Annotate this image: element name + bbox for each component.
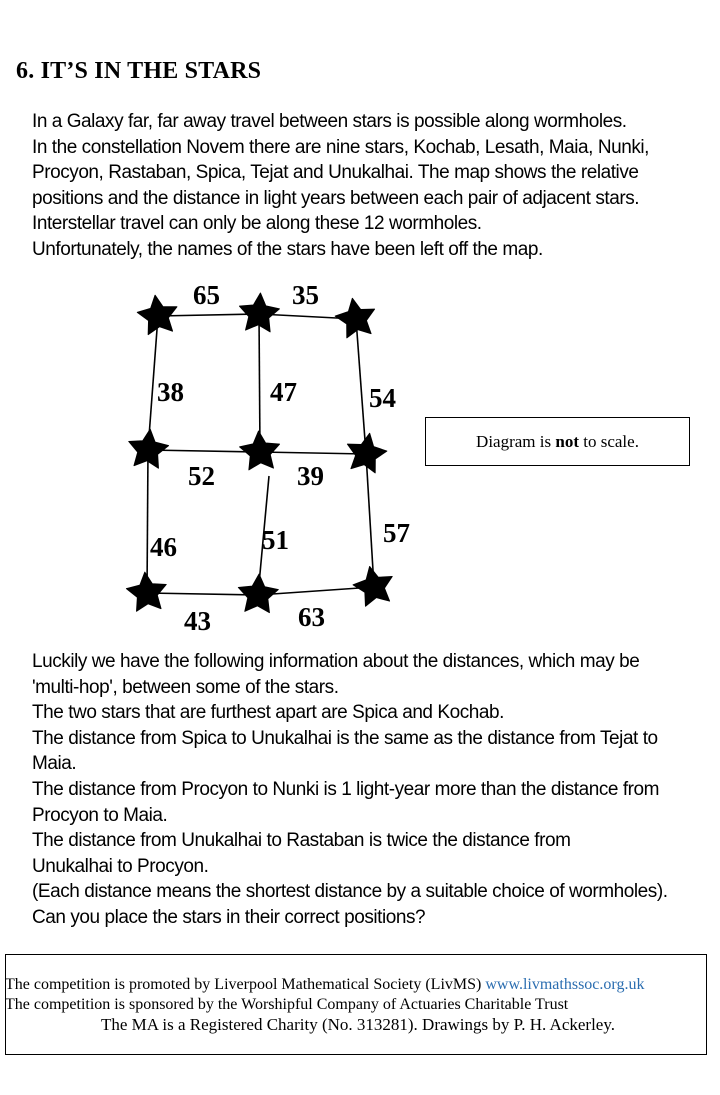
distance-label: 39: [297, 461, 324, 491]
clue-line: Maia.: [32, 753, 77, 775]
scale-note-box: [425, 417, 690, 466]
clue-line: Unukalhai to Procyon.: [32, 855, 209, 877]
distance-label: 65: [193, 280, 220, 310]
distance-label: 35: [292, 280, 319, 310]
clue-line: The distance from Spica to Unukalhai is the same as the distance from Tejat to: [32, 727, 658, 749]
puzzle-title: 6. IT’S IN THE STARS: [16, 58, 262, 84]
clues-paragraph: [32, 649, 668, 931]
intro-line: Interstellar travel can only be along these 12 wormholes.: [32, 213, 482, 235]
star-icon: [239, 430, 282, 471]
wormhole-middle-right: [260, 452, 366, 454]
intro-line: In a Galaxy far, far away travel between stars is possible along wormholes.: [32, 111, 627, 132]
clue-line: Can you place the stars in their correct positions?: [32, 906, 426, 928]
clue-line: The two stars that are furthest apart are Spica and Kochab.: [32, 702, 504, 724]
distance-label: 51: [262, 525, 289, 555]
footer-promoter-text: The competition is promoted by Liverpool Mathematical Society (LivMS): [5, 976, 486, 993]
footer-box: [5, 954, 707, 1055]
distance-label: 57: [383, 518, 410, 548]
wormhole-lower-left: [147, 450, 148, 593]
star-icon: [125, 570, 169, 612]
distance-label: 43: [184, 606, 211, 636]
distance-label: 63: [298, 602, 325, 632]
distance-label: 54: [369, 383, 396, 413]
scale-note-suffix: to scale.: [579, 431, 639, 451]
star-icon: [333, 295, 379, 339]
distance-label: 46: [150, 532, 177, 562]
footer-charity-line: The MA is a Registered Charity (No. 313281). Drawings by P. H. Ackerley.: [100, 1015, 615, 1034]
distance-label: 47: [270, 377, 297, 407]
distance-label: 38: [157, 377, 184, 407]
footer-promoter-line: [5, 975, 706, 995]
intro-line: positions and the distance in light years between each pair of adjacent stars.: [32, 187, 640, 209]
clue-line: (Each distance means the shortest distance by a suitable choice of wormholes).: [32, 881, 668, 903]
footer-website-link[interactable]: www.livmathssoc.org.uk: [485, 976, 645, 993]
intro-line: Procyon, Rastaban, Spica, Tejat and Unukalhai. The map shows the relative: [32, 162, 639, 184]
star-icon: [237, 573, 279, 613]
clue-line: Luckily we have the following information about the distances, which may be: [32, 651, 640, 672]
intro-line: In the constellation Novem there are nine stars, Kochab, Lesath, Maia, Nunki,: [32, 136, 649, 158]
clue-line: The distance from Unukalhai to Rastaban is twice the distance from: [32, 830, 571, 852]
scale-note: [476, 432, 639, 452]
intro-paragraph: [32, 109, 649, 263]
footer-sponsor-line: The competition is sponsored by the Worshipful Company of Actuaries Charitable Trust: [5, 996, 569, 1013]
distance-label: 52: [188, 461, 215, 491]
wormhole-bottom-left: [147, 593, 258, 595]
clue-line: Procyon to Maia.: [32, 804, 168, 826]
clue-line: 'multi-hop', between some of the stars.: [32, 676, 339, 698]
scale-note-prefix: Diagram is: [476, 431, 556, 451]
wormhole-top-left: [158, 314, 259, 316]
scale-note-emphasis: not: [555, 431, 579, 451]
wormhole-upper-right: [356, 319, 366, 454]
clue-line: The distance from Procyon to Nunki is 1 light-year more than the distance from: [32, 778, 660, 800]
intro-line: Unfortunately, the names of the stars have been left off the map.: [32, 238, 543, 260]
